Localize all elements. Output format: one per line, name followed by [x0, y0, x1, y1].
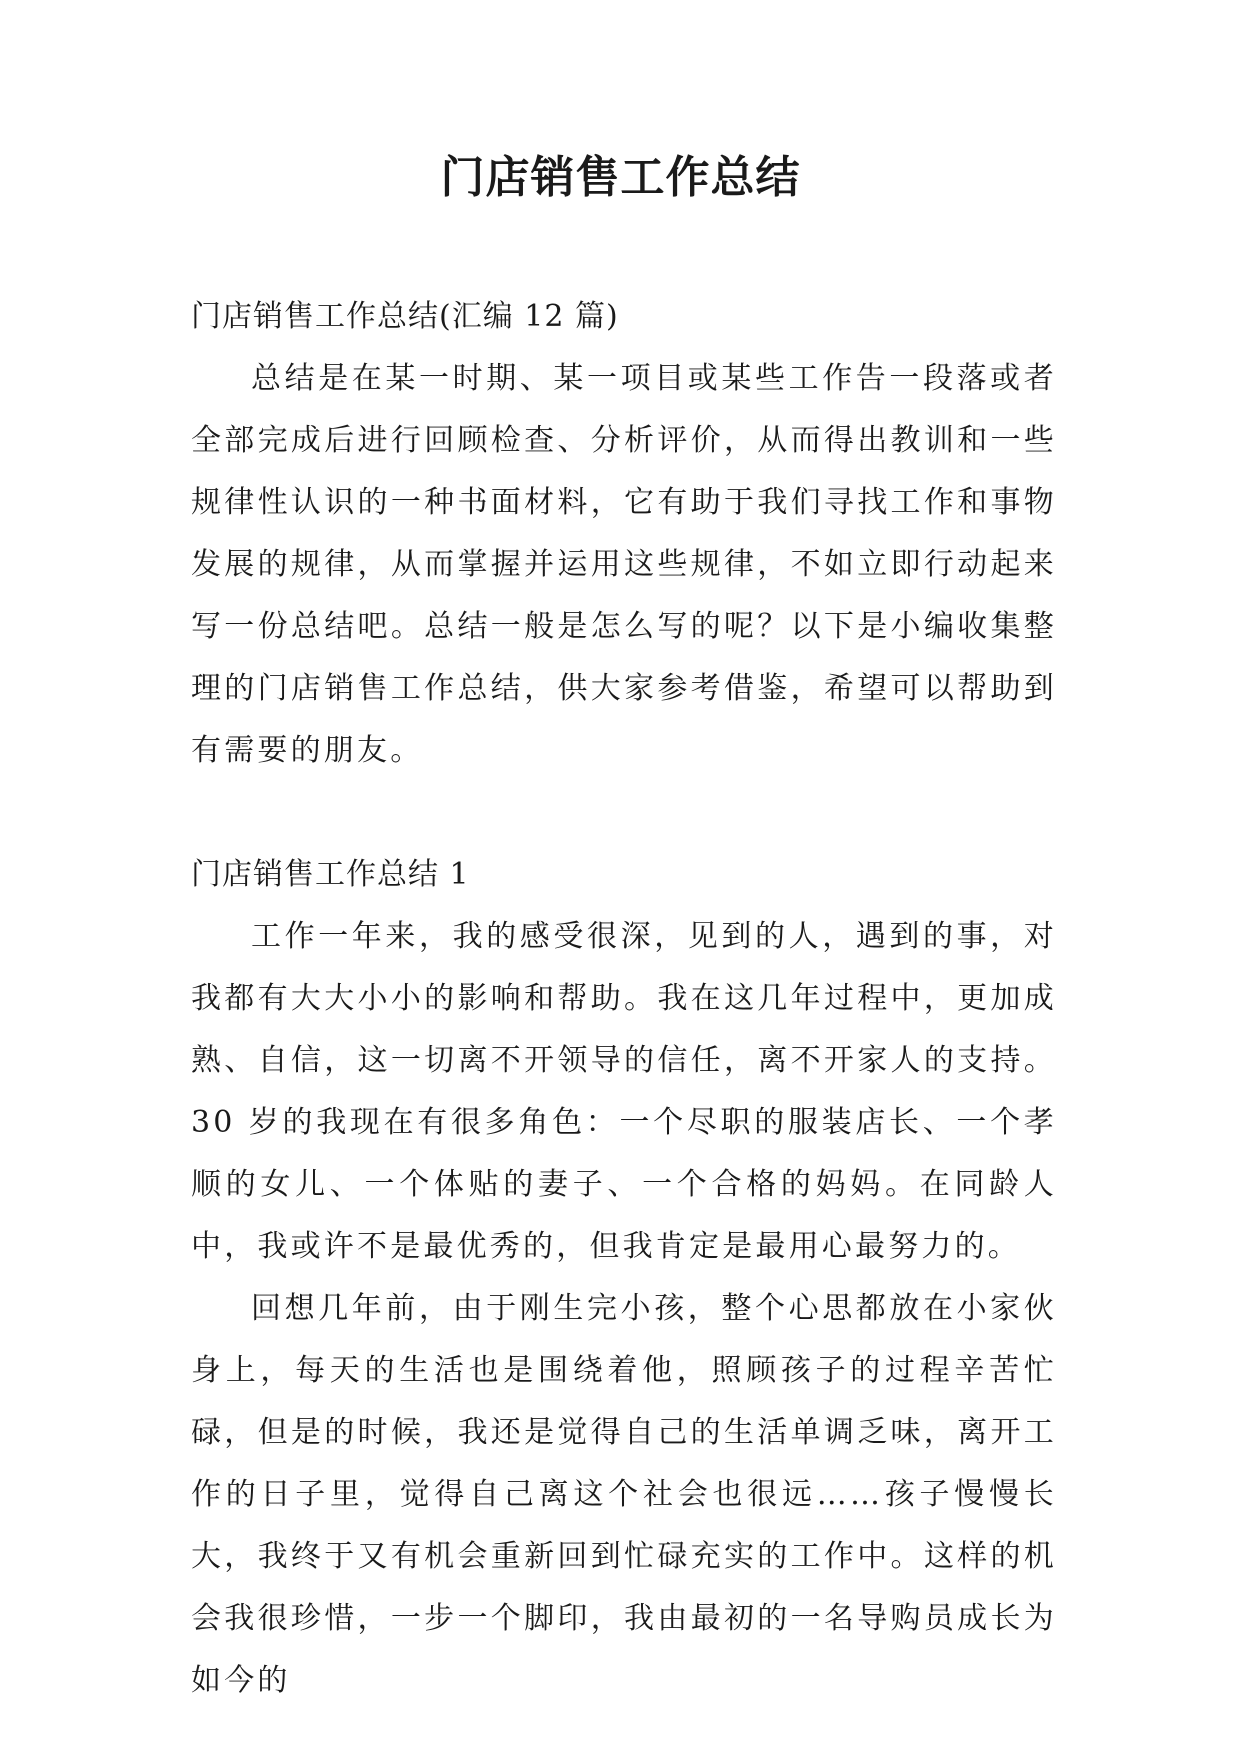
document-title: 门店销售工作总结	[440, 152, 801, 203]
document-body	[191, 286, 1057, 1712]
body-paragraph: 工作一年来，我的感受很深，见到的人，遇到的事，对我都有大大小小的影响和帮助。我在这几年过程中，更加成熟、自信，这一切离不开领导的信任，离不开家人的支持。30 岁的我现在有很多角色：一个尽职的服装店长、一个孝顺的女儿、一个体贴的妻子、一个合格的妈妈。在同龄人中，我或许不是最优秀的，但我肯定是最用心最努力的。	[191, 919, 1057, 1264]
section-spacer	[191, 782, 1057, 844]
document-subtitle: 门店销售工作总结(汇编 12 篇)	[191, 299, 619, 334]
intro-paragraph: 总结是在某一时期、某一项目或某些工作告一段落或者全部完成后进行回顾检查、分析评价，从而得出教训和一些规律性认识的一种书面材料，它有助于我们寻找工作和事物发展的规律，从而掌握并运用这些规律，不如立即行动起来写一份总结吧。总结一般是怎么写的呢？以下是小编收集整理的门店销售工作总结，供大家参考借鉴，希望可以帮助到有需要的朋友。	[191, 361, 1057, 768]
body-paragraph: 回想几年前，由于刚生完小孩，整个心思都放在小家伙身上，每天的生活也是围绕着他，照顾孩子的过程辛苦忙碌，但是的时候，我还是觉得自己的生活单调乏味，离开工作的日子里，觉得自己离这个社会也很远……孩子慢慢长大，我终于又有机会重新回到忙碌充实的工作中。这样的机会我很珍惜，一步一个脚印，我由最初的一名导购员成长为如今的	[191, 1291, 1057, 1698]
section-heading: 门店销售工作总结 1	[191, 857, 470, 892]
